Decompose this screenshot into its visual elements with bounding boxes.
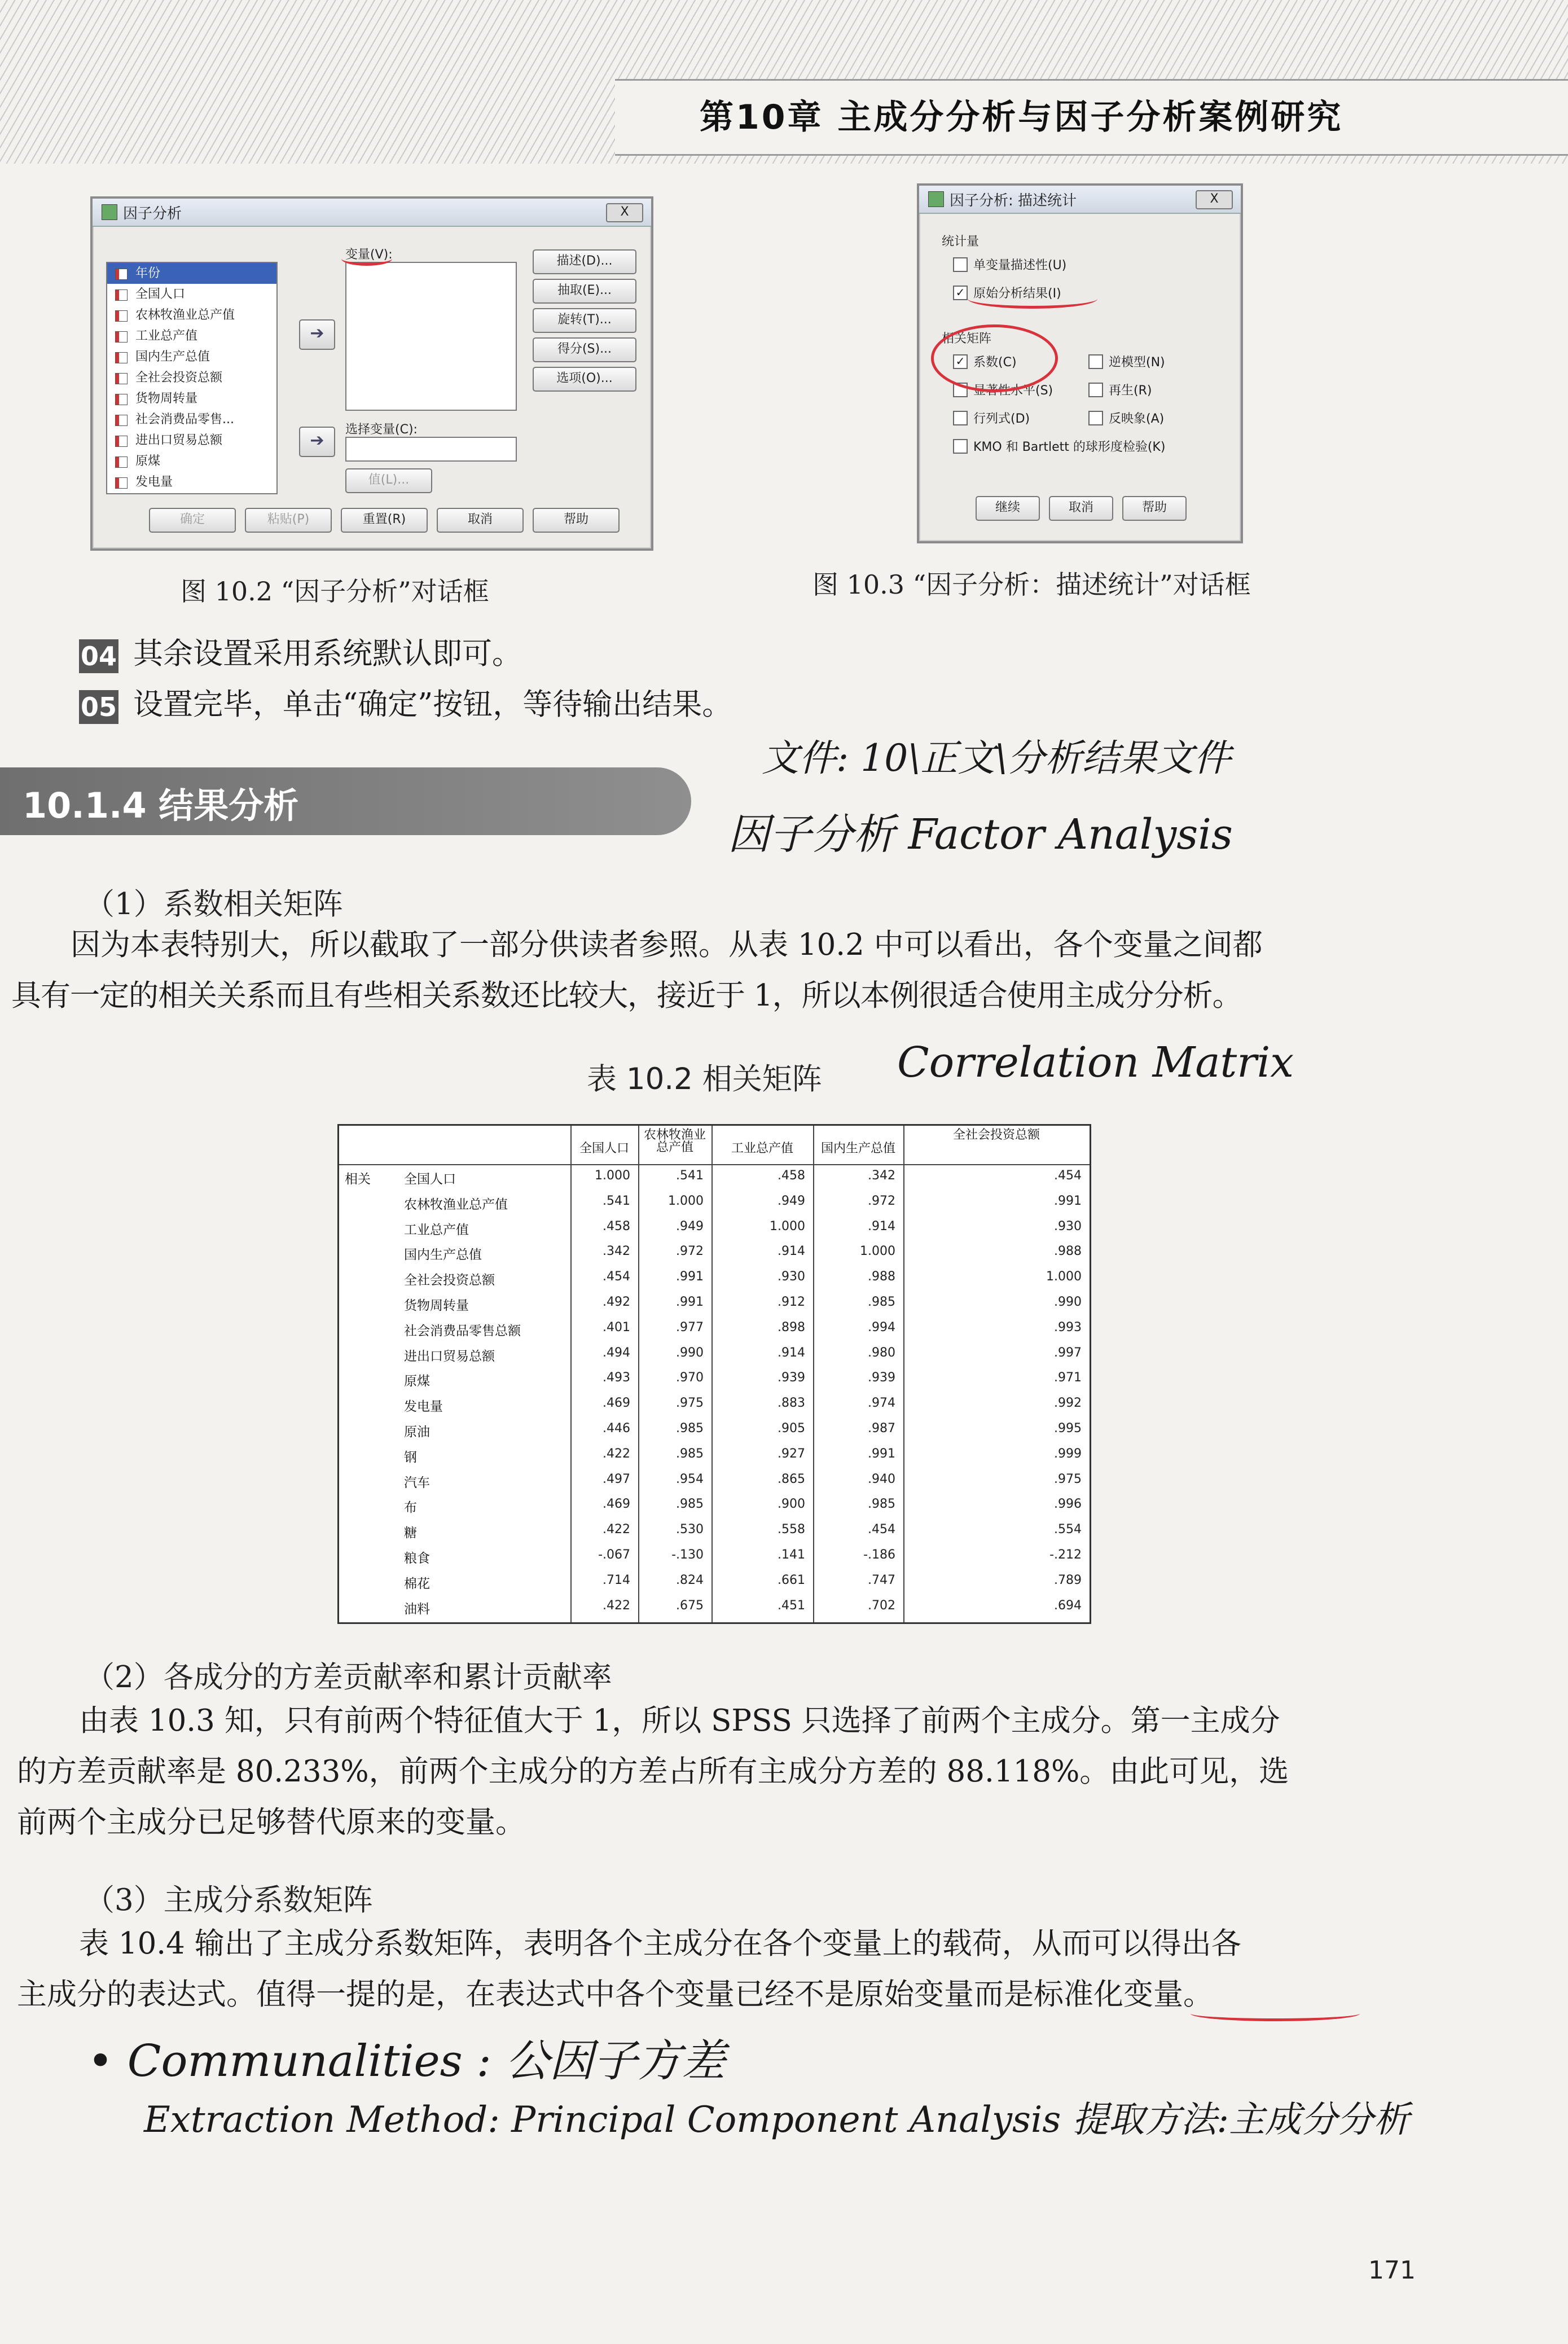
step-number: 05 — [79, 690, 118, 724]
kmo-bartlett-checkbox[interactable] — [953, 437, 1165, 455]
table-cell: .949 — [676, 1219, 704, 1234]
move-to-variables-button[interactable]: ➔ — [299, 319, 335, 350]
selection-variable-label: 选择变量(C): — [345, 423, 418, 437]
table-cell: .972 — [676, 1244, 704, 1259]
table-cell: .991 — [868, 1446, 895, 1461]
table-cell: .451 — [778, 1598, 805, 1613]
table-cell: .987 — [868, 1421, 895, 1436]
step-05 — [79, 679, 732, 730]
desc-dialog-titlebar — [919, 186, 1241, 214]
table-cell: .914 — [868, 1219, 895, 1234]
table-row-label: 社会消费品零售总额 — [404, 1323, 521, 1338]
paragraph-2-line-1: 由表 10.3 知，只有前两个特征值大于 1，所以 SPSS 只选择了前两个主成分。第一主成分 — [79, 1704, 1280, 1738]
spss-app-icon — [102, 204, 117, 220]
close-button[interactable]: X — [1196, 190, 1233, 209]
reset-button[interactable]: 重置(R) — [341, 508, 428, 533]
table-cell: .990 — [1054, 1295, 1082, 1309]
table-cell: .930 — [1054, 1219, 1082, 1234]
table-cell: .558 — [778, 1522, 805, 1537]
table-row-label: 全社会投资总额 — [404, 1273, 495, 1288]
table-cell: .975 — [1054, 1472, 1082, 1486]
table-cell: .865 — [778, 1472, 805, 1486]
running-title: 第10章 主成分分析与因子分析案例研究 — [700, 98, 1343, 137]
determinant-checkbox[interactable] — [953, 409, 1030, 427]
reproduced-checkbox[interactable] — [1088, 381, 1152, 398]
table-cell: .422 — [603, 1598, 630, 1613]
variable-items — [107, 263, 276, 493]
univariate-checkbox[interactable] — [953, 256, 1066, 273]
table-cell: .900 — [778, 1497, 805, 1512]
handwritten-communalities: • Communalities : 公因子方差 — [87, 2036, 726, 2087]
table-cell: .954 — [676, 1472, 704, 1486]
table-row-label: 棉花 — [404, 1576, 430, 1591]
checkbox-label: 系数(C) — [973, 355, 1017, 370]
paragraph-1-line-1: 因为本表特别大，所以截取了一部分供读者参照。从表 10.2 中可以看出，各个变量之间都 — [71, 928, 1263, 962]
table-cell: .401 — [603, 1320, 630, 1335]
table-cell: .939 — [778, 1371, 805, 1385]
help-button[interactable]: 帮助 — [1122, 496, 1187, 521]
table-cell: .996 — [1054, 1497, 1082, 1512]
table-cell: .991 — [1054, 1193, 1082, 1208]
table-row-label: 布 — [404, 1500, 417, 1516]
variable-name: 原煤 — [135, 454, 161, 468]
table-cell: .974 — [868, 1396, 895, 1411]
table-group-label: 相关 — [345, 1172, 371, 1187]
table-row-label: 糖 — [404, 1526, 417, 1541]
factor-analysis-dialog — [90, 196, 653, 551]
check-icon: ✓ — [953, 286, 968, 300]
table-row-label: 国内生产总值 — [404, 1248, 482, 1263]
table-row-label: 钢 — [404, 1450, 417, 1465]
variable-list-item[interactable] — [107, 388, 276, 409]
handwritten-factor-note: 因子分析 Factor Analysis — [728, 810, 1233, 859]
table-cell: .493 — [603, 1371, 630, 1385]
table-row-label: 汽车 — [404, 1475, 430, 1490]
table-cell: .141 — [778, 1548, 805, 1562]
ok-button[interactable]: 确定 — [149, 508, 236, 533]
inverse-checkbox[interactable] — [1088, 353, 1165, 370]
table-cell: .494 — [603, 1345, 630, 1360]
scale-variable-icon — [115, 373, 128, 384]
caption-fig-10-2: 图 10.2 “因子分析”对话框 — [181, 576, 489, 607]
checkbox-box — [1088, 383, 1103, 397]
table-column-header: 全社会投资总额 — [952, 1128, 1040, 1142]
cancel-button[interactable]: 取消 — [1049, 496, 1113, 521]
red-underline-variables — [341, 252, 392, 266]
variable-list-item[interactable] — [107, 284, 276, 305]
table-cell: .927 — [778, 1446, 805, 1461]
paragraph-3-line-1: 表 10.4 输出了主成分系数矩阵，表明各个主成分在各个变量上的载荷，从而可以得出各 — [79, 1926, 1241, 1961]
scale-variable-icon — [115, 477, 128, 489]
table-cell: .985 — [676, 1421, 704, 1436]
table-cell: .912 — [778, 1295, 805, 1309]
checkbox-box — [953, 439, 968, 454]
checkbox-label: 原始分析结果(I) — [973, 287, 1061, 301]
page-number: 171 — [1368, 2256, 1416, 2285]
checkbox-label: 反映象(A) — [1109, 412, 1165, 426]
table-cell: .714 — [603, 1573, 630, 1587]
checkbox-label: 逆模型(N) — [1109, 355, 1165, 370]
table-row-label: 油料 — [404, 1601, 430, 1617]
table-column-header: 全国人口 — [579, 1142, 629, 1156]
scores-button[interactable]: 得分(S)... — [533, 337, 636, 362]
table-cell: .446 — [603, 1421, 630, 1436]
checkbox-label: 再生(R) — [1109, 384, 1152, 398]
close-button[interactable]: X — [606, 203, 643, 222]
table-cell: 1.000 — [770, 1219, 805, 1234]
table-cell: .930 — [778, 1270, 805, 1284]
table-cell: .980 — [868, 1345, 895, 1360]
table-row-label: 工业总产值 — [404, 1222, 469, 1237]
table-cell: .492 — [603, 1295, 630, 1309]
handwritten-correlation-note: Correlation Matrix — [897, 1038, 1294, 1087]
variables-label: 变量(V): — [345, 248, 393, 262]
extract-button[interactable]: 抽取(E)... — [533, 279, 636, 304]
factor-dialog-titlebar — [93, 199, 651, 227]
table-column-header: 国内生产总值 — [820, 1142, 895, 1156]
table-cell: .661 — [778, 1573, 805, 1587]
subhead-variance-contribution: （2）各成分的方差贡献率和累计贡献率 — [85, 1660, 612, 1695]
variables-box[interactable] — [345, 262, 517, 411]
table-cell: .999 — [1054, 1446, 1082, 1461]
selection-variable-input[interactable] — [345, 437, 517, 462]
table-header-divider — [339, 1164, 1090, 1165]
variable-name: 发电量 — [135, 475, 173, 489]
step-text: 设置完毕，单击“确定”按钮，等待输出结果。 — [133, 687, 732, 722]
variable-name: 国内生产总值 — [135, 350, 210, 364]
table-column-header: 农林牧渔业总产值 — [643, 1128, 706, 1155]
variable-list-item[interactable] — [107, 305, 276, 326]
desc-dialog-title: 因子分析: 描述统计 — [950, 192, 1077, 209]
move-to-selection-button[interactable]: ➔ — [299, 427, 335, 457]
table-cell: .541 — [603, 1193, 630, 1208]
step-number: 04 — [79, 639, 118, 673]
scale-variable-icon — [115, 269, 128, 280]
table-cell: -.186 — [863, 1548, 895, 1562]
scale-variable-icon — [115, 394, 128, 405]
table-cell: .977 — [676, 1320, 704, 1335]
variable-list-item[interactable] — [107, 367, 276, 388]
checkbox-box — [1088, 354, 1103, 369]
handwritten-file-note: 文件: 10\正文\分析结果文件 — [762, 736, 1231, 780]
paragraph-2-line-3: 前两个主成分已足够替代原来的变量。 — [17, 1805, 525, 1840]
table-cell: .970 — [676, 1371, 704, 1385]
table-cell: .939 — [868, 1371, 895, 1385]
factor-dialog-title: 因子分析 — [123, 205, 182, 222]
variable-list-item[interactable] — [107, 346, 276, 367]
table-cell: .914 — [778, 1244, 805, 1259]
table-cell: .497 — [603, 1472, 630, 1486]
paragraph-3-line-2: 主成分的表达式。值得一提的是，在表达式中各个变量已经不是原始变量而是标准化变量。 — [17, 1977, 1213, 2012]
table-cell: .988 — [1054, 1244, 1082, 1259]
source-variable-list[interactable] — [106, 262, 278, 494]
table-cell: .985 — [868, 1497, 895, 1512]
variable-name: 全社会投资总额 — [135, 371, 223, 385]
variable-name: 社会消费品零售... — [135, 412, 234, 427]
variable-list-item[interactable] — [107, 451, 276, 472]
subhead-component-matrix: （3）主成分系数矩阵 — [85, 1883, 373, 1917]
table-cell: .342 — [868, 1169, 895, 1183]
table-row-label: 原油 — [404, 1425, 430, 1439]
handwritten-extraction: Extraction Method: Principal Component Analysis 提取方法:主成分分析 — [144, 2099, 1410, 2141]
checkbox-label: KMO 和 Bartlett 的球形度检验(K) — [973, 440, 1166, 454]
table-cell: .454 — [1054, 1169, 1082, 1183]
check-icon: ✓ — [953, 354, 968, 369]
cancel-button[interactable]: 取消 — [437, 508, 524, 533]
table-row-label: 全国人口 — [404, 1172, 456, 1187]
table-cell: -.130 — [671, 1548, 704, 1562]
table-cell: .422 — [603, 1522, 630, 1537]
variable-list-item[interactable] — [107, 472, 276, 493]
table-cell: .988 — [868, 1270, 895, 1284]
table-row-label: 货物周转量 — [404, 1298, 469, 1313]
variable-list-item[interactable] — [107, 430, 276, 451]
table-row-label: 原煤 — [404, 1374, 430, 1389]
table-title: 表 10.2 相关矩阵 — [587, 1062, 822, 1096]
table-cell: .991 — [676, 1295, 704, 1309]
paragraph-1-line-2: 具有一定的相关关系而且有些相关系数还比较大，接近于 1，所以本例很适合使用主成分分析。 — [11, 978, 1242, 1013]
table-row-label: 发电量 — [404, 1399, 443, 1415]
statistics-group-label: 统计量 — [942, 235, 980, 249]
step-04 — [79, 629, 522, 679]
table-cell: -.067 — [598, 1548, 630, 1562]
table-cell: .991 — [676, 1270, 704, 1284]
scale-variable-icon — [115, 289, 128, 301]
table-cell: 1.000 — [595, 1169, 630, 1183]
scale-variable-icon — [115, 436, 128, 447]
table-cell: .702 — [868, 1598, 895, 1613]
table-cell: .694 — [1054, 1598, 1082, 1613]
table-cell: .997 — [1054, 1345, 1082, 1360]
section-title: 10.1.4 结果分析 — [23, 785, 299, 826]
table-cell: .994 — [868, 1320, 895, 1335]
variable-list-item[interactable] — [107, 326, 276, 346]
table-cell: .975 — [676, 1396, 704, 1411]
table-cell: .972 — [868, 1193, 895, 1208]
red-underline-initial-solution — [968, 289, 1097, 309]
variable-list-item[interactable] — [107, 263, 276, 284]
table-cell: 1.000 — [668, 1193, 704, 1208]
checkbox-box — [1088, 411, 1103, 425]
scale-variable-icon — [115, 415, 128, 426]
correlation-table — [337, 1124, 1091, 1624]
variable-name: 全国人口 — [135, 287, 186, 301]
table-cell: .824 — [676, 1573, 704, 1587]
paragraph-2-line-2: 的方差贡献率是 80.233%，前两个主成分的方差占所有主成分方差的 88.118%。由此可见，选 — [17, 1754, 1289, 1789]
value-button[interactable]: 值(L)... — [345, 468, 432, 493]
table-cell: .469 — [603, 1396, 630, 1411]
help-button[interactable]: 帮助 — [533, 508, 620, 533]
table-cell: .995 — [1054, 1421, 1082, 1436]
checkbox-label: 显著性水平(S) — [973, 384, 1053, 398]
table-row-label: 农林牧渔业总产值 — [404, 1197, 508, 1212]
table-row-label: 进出口贸易总额 — [404, 1349, 495, 1364]
variable-name: 货物周转量 — [135, 392, 198, 406]
table-cell: .985 — [868, 1295, 895, 1309]
paste-button[interactable]: 粘贴(P) — [245, 508, 332, 533]
red-underline-standardized — [1191, 2006, 1360, 2021]
scale-variable-icon — [115, 331, 128, 343]
rotate-button[interactable]: 旋转(T)... — [533, 308, 636, 333]
table-cell: .905 — [778, 1421, 805, 1436]
table-cell: .914 — [778, 1345, 805, 1360]
checkbox-label: 单变量描述性(U) — [973, 258, 1067, 273]
variable-name: 工业总产值 — [135, 329, 198, 343]
table-cell: .747 — [868, 1573, 895, 1587]
variable-name: 年份 — [135, 266, 161, 280]
table-cell: .342 — [603, 1244, 630, 1259]
table-cell: 1.000 — [860, 1244, 895, 1259]
spss-app-icon — [928, 191, 944, 207]
scale-variable-icon — [115, 456, 128, 468]
table-column-header: 工业总产值 — [731, 1142, 793, 1156]
table-cell: .454 — [603, 1270, 630, 1284]
table-cell: .883 — [778, 1396, 805, 1411]
matrix-group-label: 相关矩阵 — [942, 332, 992, 346]
checkbox-box — [953, 257, 968, 272]
table-row-label: 粮食 — [404, 1551, 430, 1566]
table-cell: .454 — [868, 1522, 895, 1537]
table-cell: .541 — [676, 1169, 704, 1183]
checkbox-label: 行列式(D) — [973, 412, 1030, 426]
table-cell: .949 — [778, 1193, 805, 1208]
options-button[interactable]: 选项(O)... — [533, 367, 636, 392]
table-cell: .898 — [778, 1320, 805, 1335]
table-cell: .458 — [603, 1219, 630, 1234]
variable-list-item[interactable] — [107, 409, 276, 430]
table-cell: -.212 — [1049, 1548, 1082, 1562]
variable-name: 农林牧渔业总产值 — [135, 308, 235, 322]
table-cell: .789 — [1054, 1573, 1082, 1587]
table-cell: 1.000 — [1046, 1270, 1082, 1284]
table-cell: .458 — [778, 1169, 805, 1183]
table-cell: .985 — [676, 1497, 704, 1512]
table-cell: .971 — [1054, 1371, 1082, 1385]
red-circle-correlation — [931, 324, 1058, 392]
checkbox-box — [953, 411, 968, 425]
table-cell: .469 — [603, 1497, 630, 1512]
subhead-coefficient-matrix: （1）系数相关矩阵 — [85, 887, 343, 921]
table-cell: .554 — [1054, 1522, 1082, 1537]
table-cell: .993 — [1054, 1320, 1082, 1335]
table-cell: .675 — [676, 1598, 704, 1613]
step-text: 其余设置采用系统默认即可。 — [133, 637, 522, 671]
variable-name: 进出口贸易总额 — [135, 433, 223, 447]
table-cell: .990 — [676, 1345, 704, 1360]
table-cell: .985 — [676, 1446, 704, 1461]
table-cell: .530 — [676, 1522, 704, 1537]
table-cell: .422 — [603, 1446, 630, 1461]
describe-button[interactable]: 描述(D)... — [533, 249, 636, 274]
table-cell: .940 — [868, 1472, 895, 1486]
anti-image-checkbox[interactable] — [1088, 409, 1164, 427]
continue-button[interactable]: 继续 — [976, 496, 1040, 521]
scale-variable-icon — [115, 310, 128, 322]
scale-variable-icon — [115, 352, 128, 363]
caption-fig-10-3: 图 10.3 “因子分析：描述统计”对话框 — [812, 569, 1251, 600]
table-cell: .992 — [1054, 1396, 1082, 1411]
